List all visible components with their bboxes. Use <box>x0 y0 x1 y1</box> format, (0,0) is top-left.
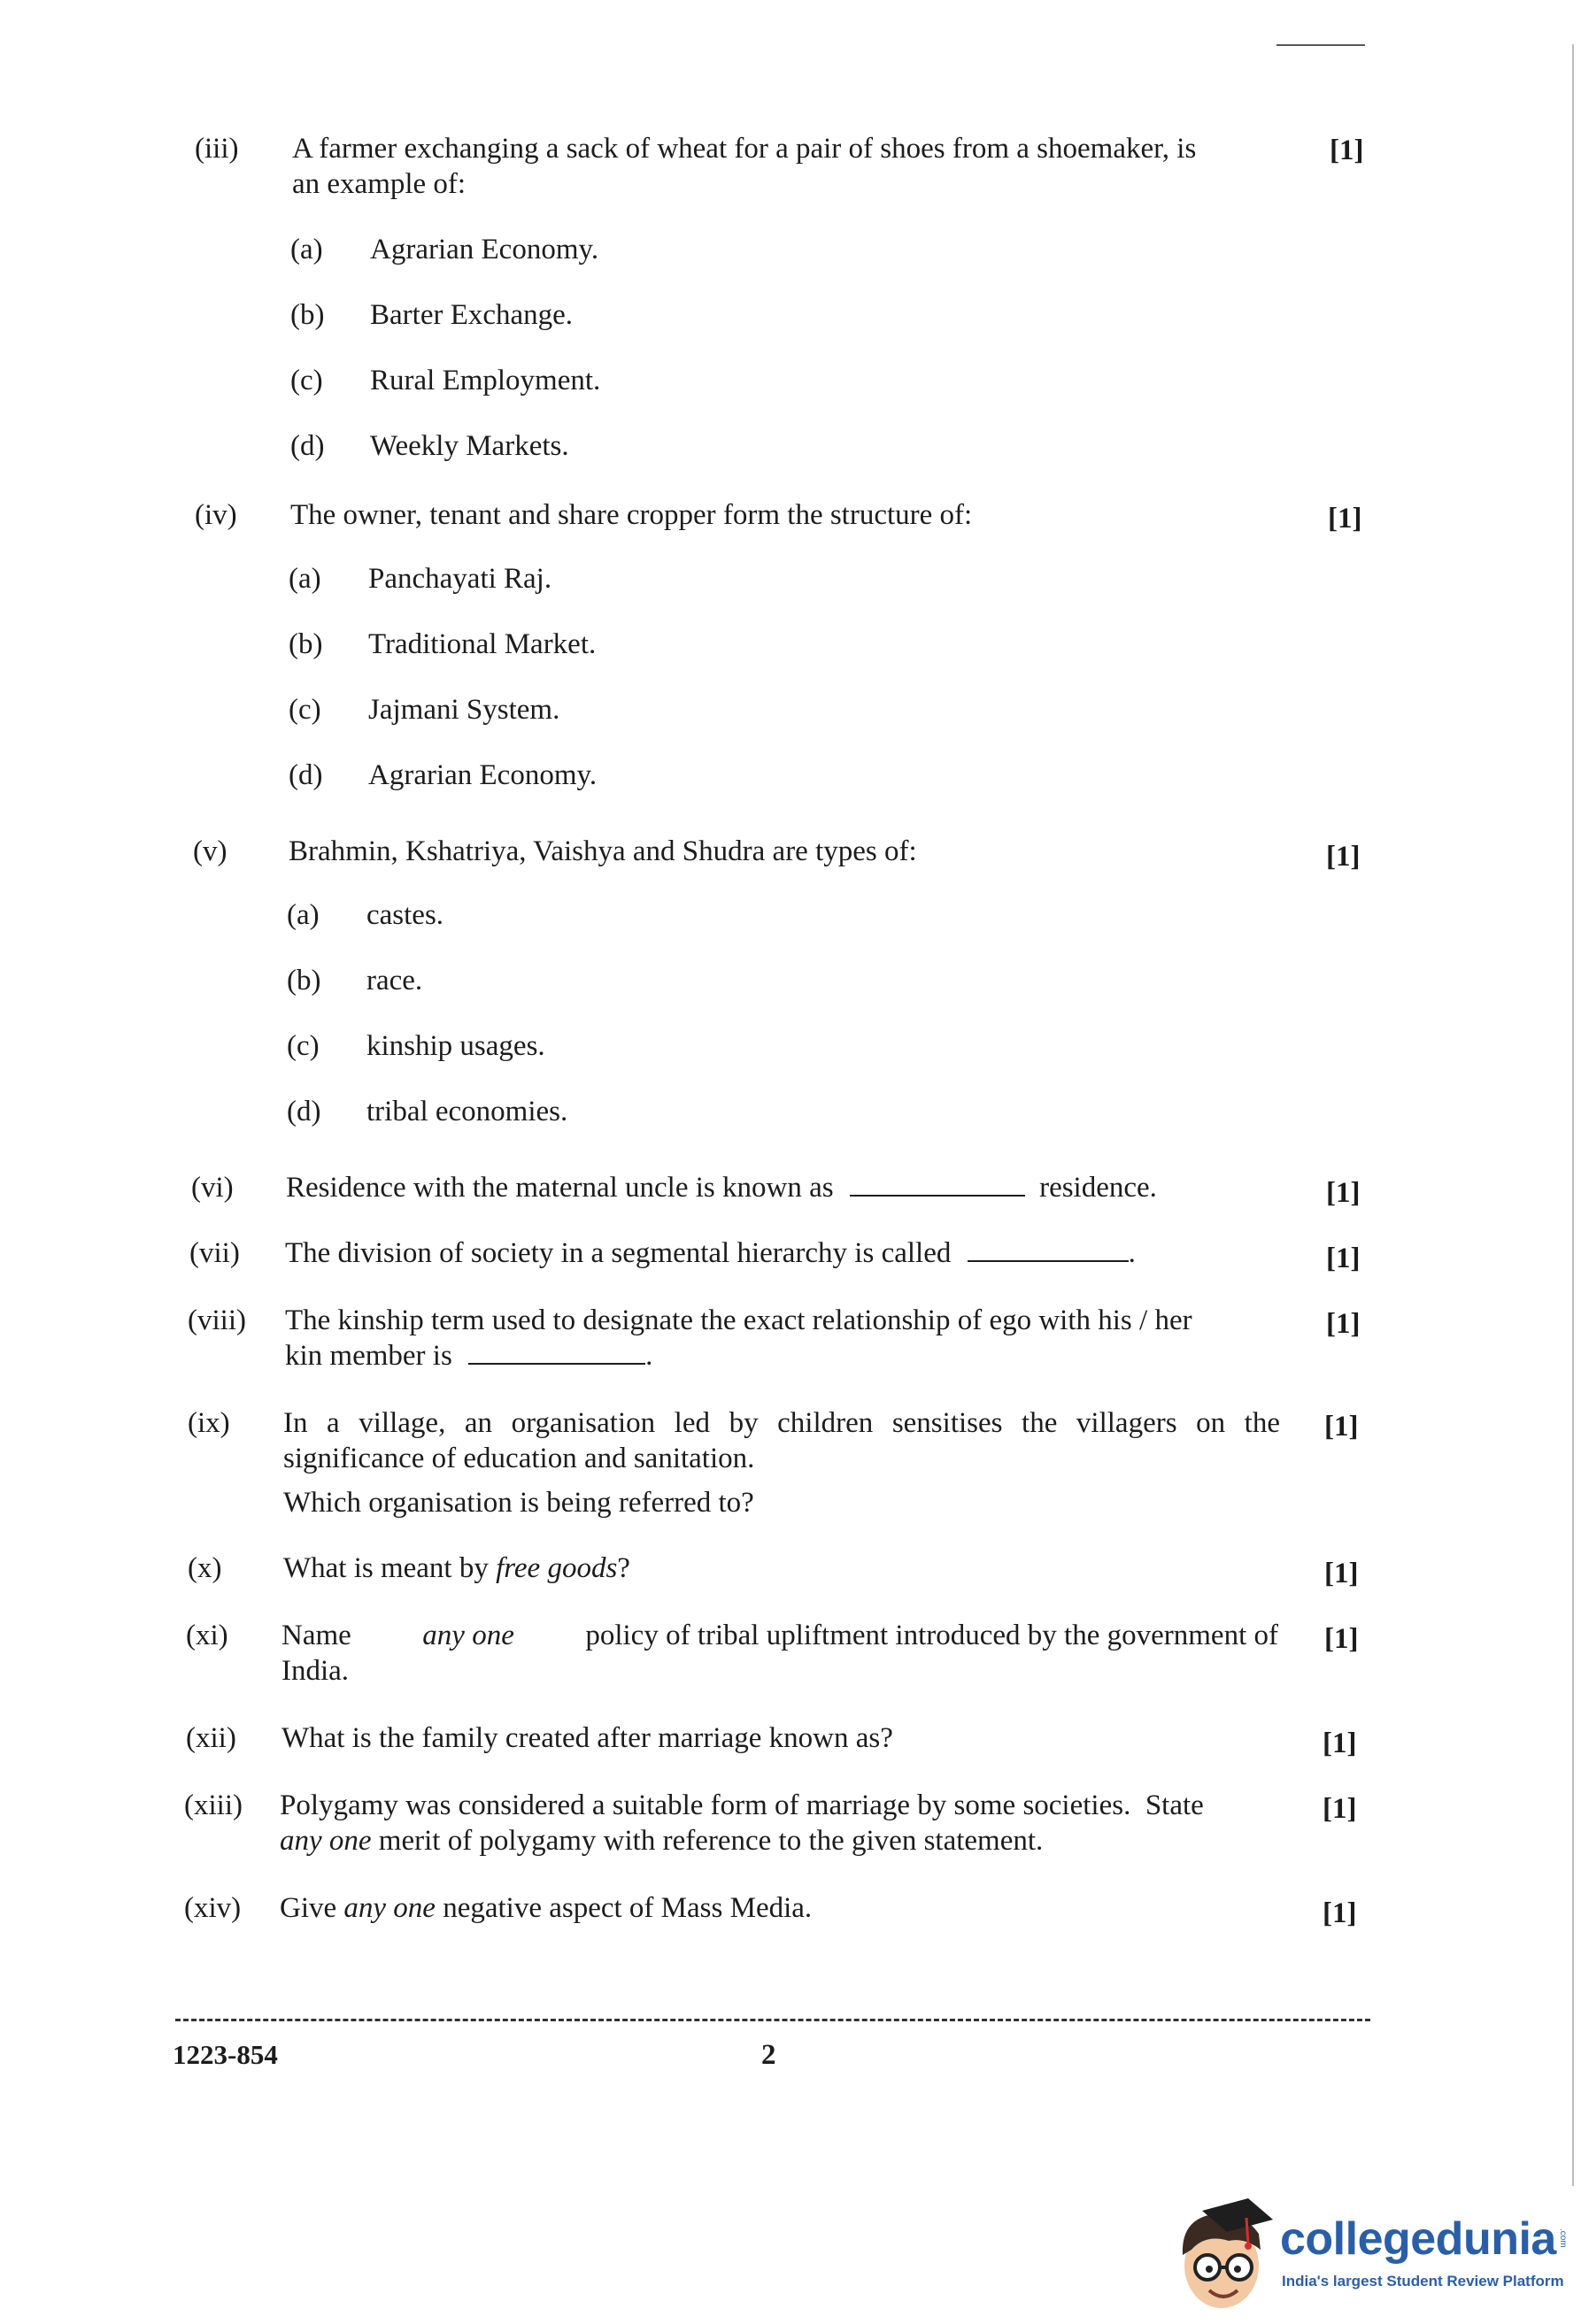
question-number: (xiii) <box>184 1789 243 1821</box>
question-text <box>280 1788 1280 1858</box>
brand-name: collegedunia <box>1280 2213 1556 2265</box>
option-text: Jajmani System. <box>368 694 560 726</box>
question-text-line: India. <box>281 1655 350 1687</box>
marks-label: [1] <box>1326 841 1361 873</box>
question-text-part: Name <box>281 1620 351 1651</box>
question-text: What is the family created after marriage known as? <box>281 1722 893 1754</box>
fill-in-blank <box>968 1235 1129 1262</box>
marks-label: [1] <box>1326 1243 1361 1274</box>
brand-tagline: India's largest Student Review Platform <box>1282 2273 1564 2289</box>
question-number: (vi) <box>191 1172 234 1204</box>
option-text: Agrarian Economy. <box>368 759 598 791</box>
question-iv <box>0 497 1581 533</box>
option-label: (a) <box>289 563 321 595</box>
question-text-italic: any one <box>343 1892 436 1924</box>
question-text <box>286 1170 1157 1205</box>
option-text: Agrarian Economy. <box>370 234 599 265</box>
option-text: Barter Exchange. <box>370 299 574 331</box>
question-text-italic: any one <box>422 1620 514 1651</box>
option-text: Rural Employment. <box>370 365 601 396</box>
option-text: race. <box>366 965 423 997</box>
question-v <box>0 834 1581 873</box>
marks-label: [1] <box>1323 1897 1357 1929</box>
marks-label: [1] <box>1328 503 1362 535</box>
question-text <box>281 1618 1278 1689</box>
marks-label: [1] <box>1323 1728 1357 1759</box>
footer-separator <box>175 2019 1370 2021</box>
marks-label: [1] <box>1330 135 1364 166</box>
question-text <box>292 131 1301 202</box>
question-text-part: negative aspect of Mass Media. <box>443 1892 813 1924</box>
question-text-line: A farmer exchanging a sack of wheat for a pair of shoes from a shoemaker, is <box>292 133 1197 165</box>
question-text-line: In a village, an organisation led by children sensitises the villagers on the <box>283 1407 1280 1439</box>
question-number: (viii) <box>188 1304 246 1336</box>
question-text-part: kin member is <box>285 1340 452 1372</box>
question-text-part: What is meant by <box>283 1552 489 1584</box>
question-text-part: . <box>1128 1237 1136 1269</box>
question-xi <box>0 1618 1581 1689</box>
question-text-line: Polygamy was considered a suitable form of marriage by some societies. State <box>280 1789 1204 1821</box>
question-text-line: Which organisation is being referred to? <box>283 1487 754 1519</box>
question-text <box>285 1303 1294 1374</box>
question-text-italic: free goods <box>496 1552 618 1584</box>
question-xiii <box>0 1788 1581 1858</box>
option-label: (b) <box>289 628 323 660</box>
option-label: (a) <box>290 234 323 265</box>
question-number: (ix) <box>188 1407 230 1439</box>
option-label: (b) <box>287 965 321 997</box>
option-text: kinship usages. <box>366 1030 545 1062</box>
question-text-line: significance of education and sanitation. <box>283 1443 755 1474</box>
option-text: castes. <box>366 899 444 931</box>
question-text-line: The kinship term used to designate the exact relationship of ego with his / her <box>285 1304 1192 1336</box>
question-number: (xii) <box>186 1722 236 1754</box>
question-text-line <box>285 1338 1294 1374</box>
question-xii <box>0 1720 1581 1759</box>
question-number: (x) <box>188 1552 222 1584</box>
collegedunia-watermark <box>1167 2193 1574 2317</box>
question-text-part: Residence with the maternal uncle is known as <box>286 1172 834 1204</box>
question-text-italic: any one <box>280 1825 372 1857</box>
question-text-line <box>281 1618 1278 1653</box>
question-number: (iv) <box>195 499 237 531</box>
page-number: 2 <box>761 2039 776 2071</box>
option-text: Traditional Market. <box>368 628 597 660</box>
question-number: (xiv) <box>184 1892 242 1924</box>
question-text-line <box>280 1823 1280 1858</box>
question-text-part: . <box>645 1340 653 1372</box>
question-vii <box>0 1235 1581 1274</box>
question-number: (v) <box>193 835 228 867</box>
question-text <box>283 1551 630 1586</box>
question-iii <box>0 131 1581 202</box>
question-number: (vii) <box>189 1237 240 1269</box>
option-text: Panchayati Raj. <box>368 563 552 595</box>
question-ix <box>0 1405 1581 1520</box>
option-label: (c) <box>289 694 321 726</box>
marks-label: [1] <box>1324 1623 1359 1655</box>
option-text: Weekly Markets. <box>370 430 569 462</box>
option-label: (d) <box>287 1096 321 1127</box>
question-x <box>0 1551 1581 1589</box>
question-text <box>285 1235 1136 1271</box>
question-text-part: merit of polygamy with reference to the given statement. <box>378 1825 1044 1857</box>
question-text: The owner, tenant and share cropper form the structure of: <box>290 499 973 531</box>
question-text-line: an example of: <box>292 168 467 200</box>
marks-label: [1] <box>1324 1411 1359 1443</box>
question-text-part: policy of tribal upliftment introduced by the government of <box>585 1620 1278 1651</box>
option-label: (c) <box>287 1030 320 1062</box>
option-label: (d) <box>290 430 325 462</box>
question-text-part: Give <box>280 1892 337 1924</box>
top-rule <box>1276 44 1365 46</box>
marks-label: [1] <box>1323 1793 1357 1825</box>
option-label: (a) <box>287 899 320 931</box>
question-text-part: residence. <box>1039 1172 1157 1204</box>
question-text <box>283 1405 1280 1520</box>
mascot-icon <box>1167 2193 1282 2317</box>
paper-code: 1223-854 <box>173 2039 278 2070</box>
scan-edge-line <box>1572 44 1574 2186</box>
fill-in-blank <box>468 1338 645 1365</box>
question-number: (xi) <box>186 1620 228 1651</box>
question-text-part: The division of society in a segmental hierarchy is called <box>285 1237 952 1269</box>
question-text <box>280 1890 812 1926</box>
marks-label: [1] <box>1326 1177 1361 1209</box>
option-label: (c) <box>290 365 323 396</box>
question-viii <box>0 1303 1581 1374</box>
question-number: (iii) <box>195 133 239 165</box>
option-label: (d) <box>289 759 323 791</box>
option-text: tribal economies. <box>366 1096 568 1127</box>
question-vi <box>0 1170 1581 1209</box>
question-xiv <box>0 1890 1581 1929</box>
marks-label: [1] <box>1326 1308 1361 1340</box>
marks-label: [1] <box>1324 1558 1359 1589</box>
question-text-part: ? <box>617 1552 630 1584</box>
question-text: Brahmin, Kshatriya, Vaishya and Shudra are types of: <box>289 835 917 867</box>
brand-suffix: .com <box>1558 2228 1568 2248</box>
fill-in-blank <box>850 1170 1025 1197</box>
option-label: (b) <box>290 299 325 331</box>
